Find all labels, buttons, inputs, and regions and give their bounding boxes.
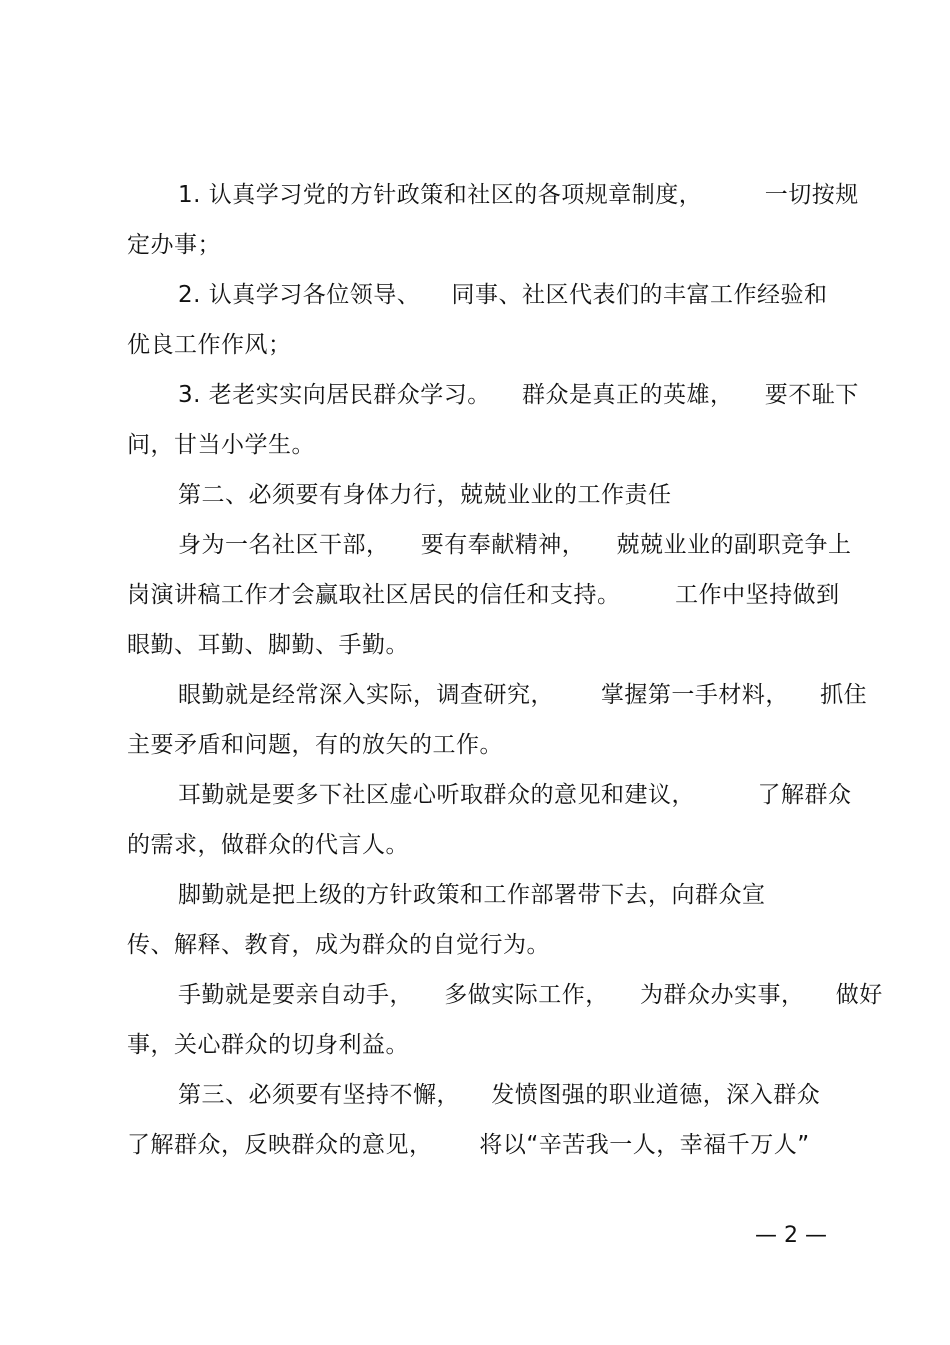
section-heading: 第二、必须要有身体力行，兢兢业业的工作责任 xyxy=(178,482,672,508)
text-line: 问，甘当小学生。 xyxy=(127,432,315,458)
page-number: — 2 — xyxy=(755,1223,827,1248)
text-line: 主要矛盾和问题，有的放矢的工作。 xyxy=(127,732,503,758)
text-line: 岗演讲稿工作才会赢取社区居民的信任和支持。 工作中坚持做到 xyxy=(127,582,840,608)
text-line: 耳勤就是要多下社区虚心听取群众的意见和建议， 了解群众 xyxy=(178,782,852,808)
text-line: 了解群众，反映群众的意见， 将以“辛苦我一人，幸福千万人” xyxy=(127,1132,810,1158)
text-line: 手勤就是要亲自动手， 多做实际工作， 为群众办实事， 做好 xyxy=(178,982,883,1008)
text-line: 1. 认真学习党的方针政策和社区的各项规章制度， 一切按规 xyxy=(178,182,859,208)
text-line: 身为一名社区干部， 要有奉献精神， 兢兢业业的副职竞争上 xyxy=(178,532,852,558)
text-line: 的需求，做群众的代言人。 xyxy=(127,832,409,858)
text-line: 定办事； xyxy=(127,232,221,258)
text-line: 脚勤就是把上级的方针政策和工作部署带下去，向群众宣 xyxy=(178,882,766,908)
text-line: 眼勤、耳勤、脚勤、手勤。 xyxy=(127,632,409,658)
text-line: 3. 老老实实向居民群众学习。 群众是真正的英雄， 要不耻下 xyxy=(178,382,859,408)
text-line: 眼勤就是经常深入实际，调查研究， 掌握第一手材料， 抓住 xyxy=(178,682,868,708)
text-line: 2. 认真学习各位领导、 同事、社区代表们的丰富工作经验和 xyxy=(178,282,828,308)
text-line: 传、解释、教育，成为群众的自觉行为。 xyxy=(127,932,550,958)
text-line: 优良工作作风； xyxy=(127,332,292,358)
text-line: 事，关心群众的切身利益。 xyxy=(127,1032,409,1058)
section-heading: 第三、必须要有坚持不懈， 发愤图强的职业道德，深入群众 xyxy=(178,1082,821,1108)
